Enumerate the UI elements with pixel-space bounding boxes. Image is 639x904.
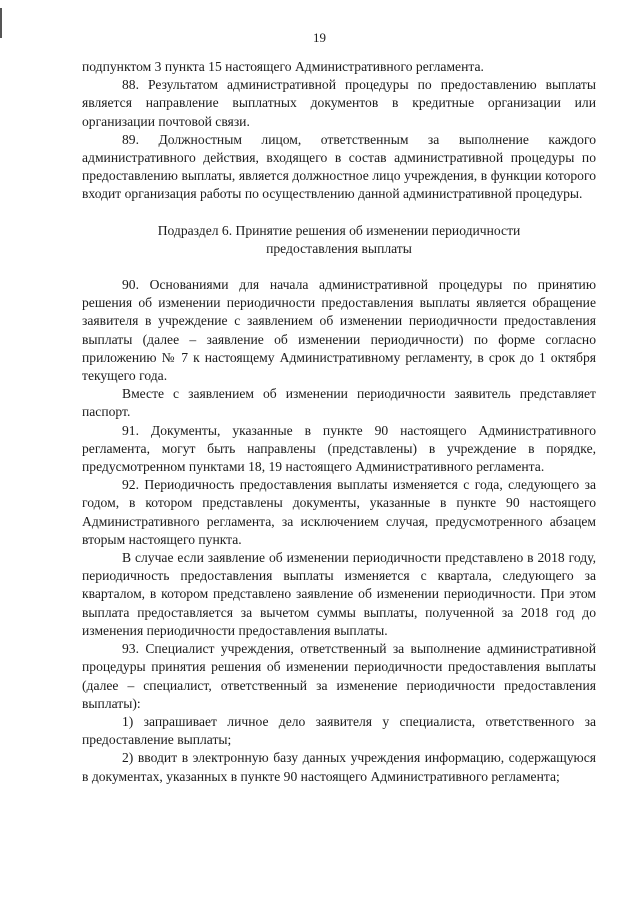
paragraph-92-2018: В случае если заявление об изменении периодичности представлено в 2018 году, периодичность предоставления выплаты изменяется с квартала, следующего за кварталом, в котором представлено заявление об изменении периодичности. При этом выплата предоставляется за вычетом суммы выплаты, полученной за 2018 год до изменения периодичности предоставления выплаты.	[82, 550, 596, 638]
paragraph-93: 93. Специалист учреждения, ответственный за выполнение административной процедуры принятия решения об изменении периодичности предоставления выплаты (далее – специалист, ответственный за изменение периодичности предоставления выплаты):	[82, 641, 596, 711]
paragraph-88: 88. Результатом административной процедуры по предоставлению выплаты является направление выплатных документов в кредитные организации или организации почтовой связи.	[82, 77, 596, 129]
page-number: 19	[313, 30, 326, 45]
paragraph-continuation: подпунктом 3 пункта 15 настоящего Административного регламента.	[82, 59, 484, 74]
paragraph-93-item-1: 1) запрашивает личное дело заявителя у специалиста, ответственного за предоставление выплаты;	[82, 713, 596, 748]
paragraph-92: 92. Периодичность предоставления выплаты изменяется с года, следующего за годом, в котором представлены документы, указанные в пункте 90 настоящего Административного регламента, за исключением случая, предусмотренного абзацем вторым настоящего пункта.	[82, 477, 596, 547]
paragraph-91: 91. Документы, указанные в пункте 90 настоящего Административного регламента, могут быть направлены (представлены) в учреждение в порядке, предусмотренном пунктами 18, 19 настоящего Административного регламента.	[82, 422, 596, 475]
paragraph-90-passport: Вместе с заявлением об изменении периодичности заявитель представляет паспорт.	[82, 386, 596, 420]
paragraph-90: 90. Основаниями для начала административной процедуры по принятию решения об изменении периодичности предоставления выплаты является обращение заявителя в учреждение с заявлением об изменении периодичности предоставления выплаты (далее – заявление об изменении периодичности) по форме согласно приложению № 7 к настоящему Административному регламенту, в срок до 1 октября текущего года.	[82, 277, 596, 384]
paragraph-93-item-2: 2) вводит в электронную базу данных учреждения информацию, содержащуюся в документах, указанных в пункте 90 настоящего Административного регламента;	[82, 750, 596, 784]
document-body	[82, 58, 596, 786]
subsection-heading: Подраздел 6. Принятие решения об изменении периодичности предоставления выплаты	[157, 222, 521, 256]
paragraph-89: 89. Должностным лицом, ответственным за выполнение каждого административного действия, входящего в состав административной процедуры по предоставлению выплаты, является должностное лицо учреждения, в функции которого входит организация работы по осуществлению данной административной процедуры.	[82, 131, 596, 202]
